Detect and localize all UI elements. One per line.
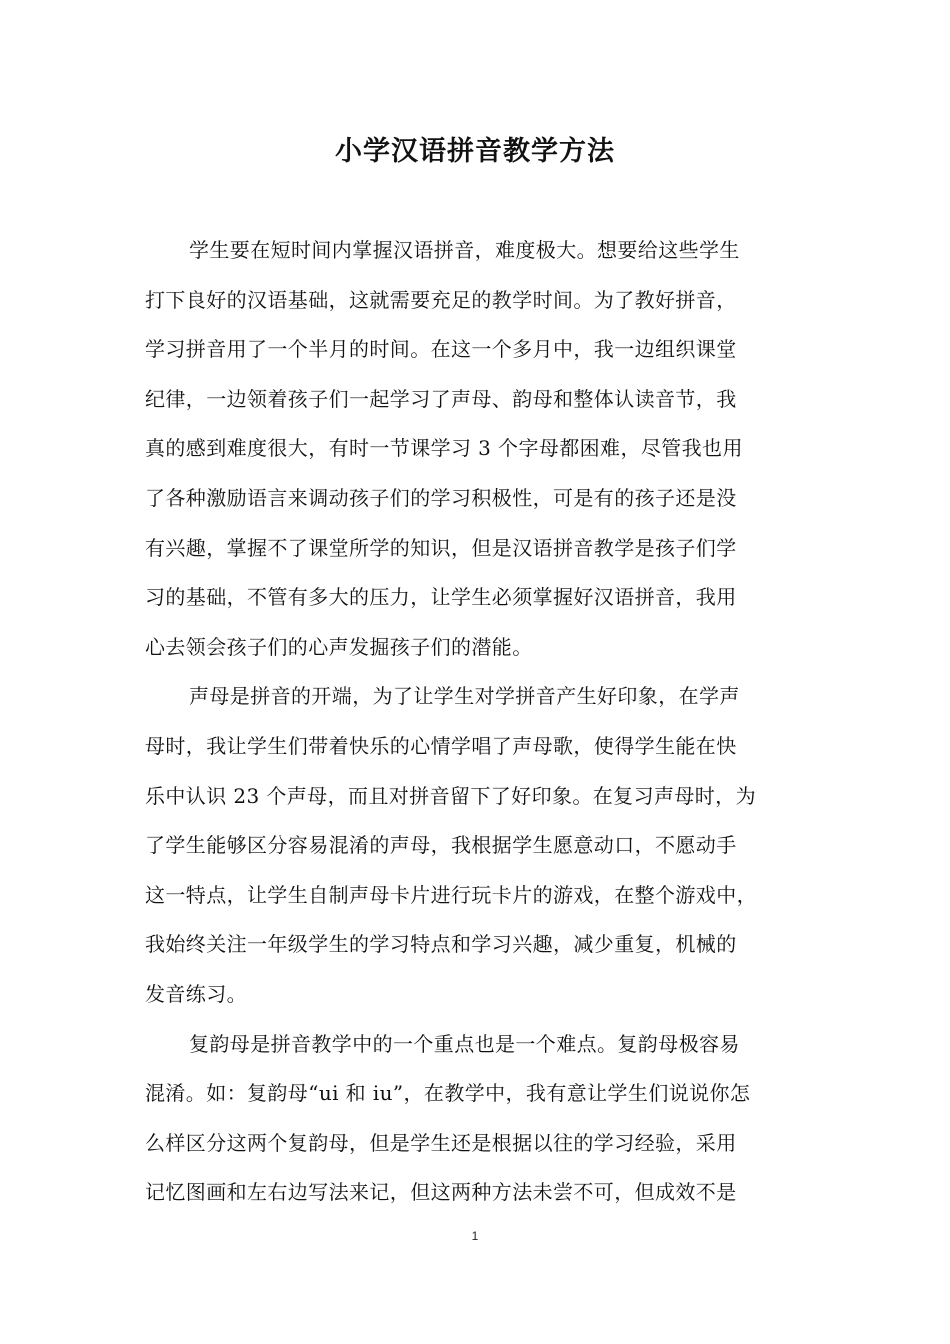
text-line: 记忆图画和左右边写法来记，但这两种方法未尝不可，但成效不是 — [145, 1180, 737, 1205]
text-line: 复韵母是拼音教学中的一个重点也是一个难点。复韵母极容易 — [189, 1031, 740, 1056]
text-line: 我始终关注一年级学生的学习特点和学习兴趣，减少重复，机械的 — [145, 932, 737, 957]
text-line: 乐中认识 23 个声母，而且对拼音留下了好印象。在复习声母时，为 — [145, 783, 756, 808]
text-line: 习的基础，不管有多大的压力，让学生必须掌握好汉语拼音，我用 — [145, 585, 737, 610]
text-line: 母时，我让学生们带着快乐的心情学唱了声母歌，使得学生能在快 — [145, 733, 737, 758]
text-line: 心去领会孩子们的心声发掘孩子们的潜能。 — [145, 634, 533, 659]
document-body — [145, 230, 810, 1222]
text-line: 声母是拼音的开端，为了让学生对学拼音产生好印象，在学声 — [189, 684, 740, 709]
document-title: 小学汉语拼音教学方法 — [335, 136, 615, 167]
text-line: 打下良好的汉语基础，这就需要充足的教学时间。为了教好拼音， — [145, 287, 737, 312]
text-line: 纪律，一边领着孩子们一起学习了声母、韵母和整体认读音节，我 — [145, 386, 737, 411]
text-line: 有兴趣，掌握不了课堂所学的知识，但是汉语拼音教学是孩子们学 — [145, 535, 737, 560]
text-line: 真的感到难度很大，有时一节课学习 3 个字母都困难，尽管我也用 — [145, 436, 743, 461]
text-line: 混淆。如：复韵母“ui 和 iu”，在教学中，我有意让学生们说说你怎 — [145, 1081, 751, 1106]
page-number: 1 — [471, 1229, 479, 1243]
text-line: 学生要在短时间内掌握汉语拼音，难度极大。想要给这些学生 — [189, 238, 740, 262]
text-line: 这一特点，让学生自制声母卡片进行玩卡片的游戏，在整个游戏中， — [145, 882, 757, 907]
text-line: 么样区分这两个复韵母，但是学生还是根据以往的学习经验，采用 — [145, 1130, 737, 1155]
text-line: 了学生能够区分容易混淆的声母，我根据学生愿意动口，不愿动手 — [145, 833, 737, 858]
text-line: 学习拼音用了一个半月的时间。在这一个多月中，我一边组织课堂 — [145, 337, 737, 362]
text-line: 了各种激励语言来调动孩子们的学习积极性，可是有的孩子还是没 — [145, 485, 737, 510]
text-line: 发音练习。 — [145, 981, 247, 1006]
